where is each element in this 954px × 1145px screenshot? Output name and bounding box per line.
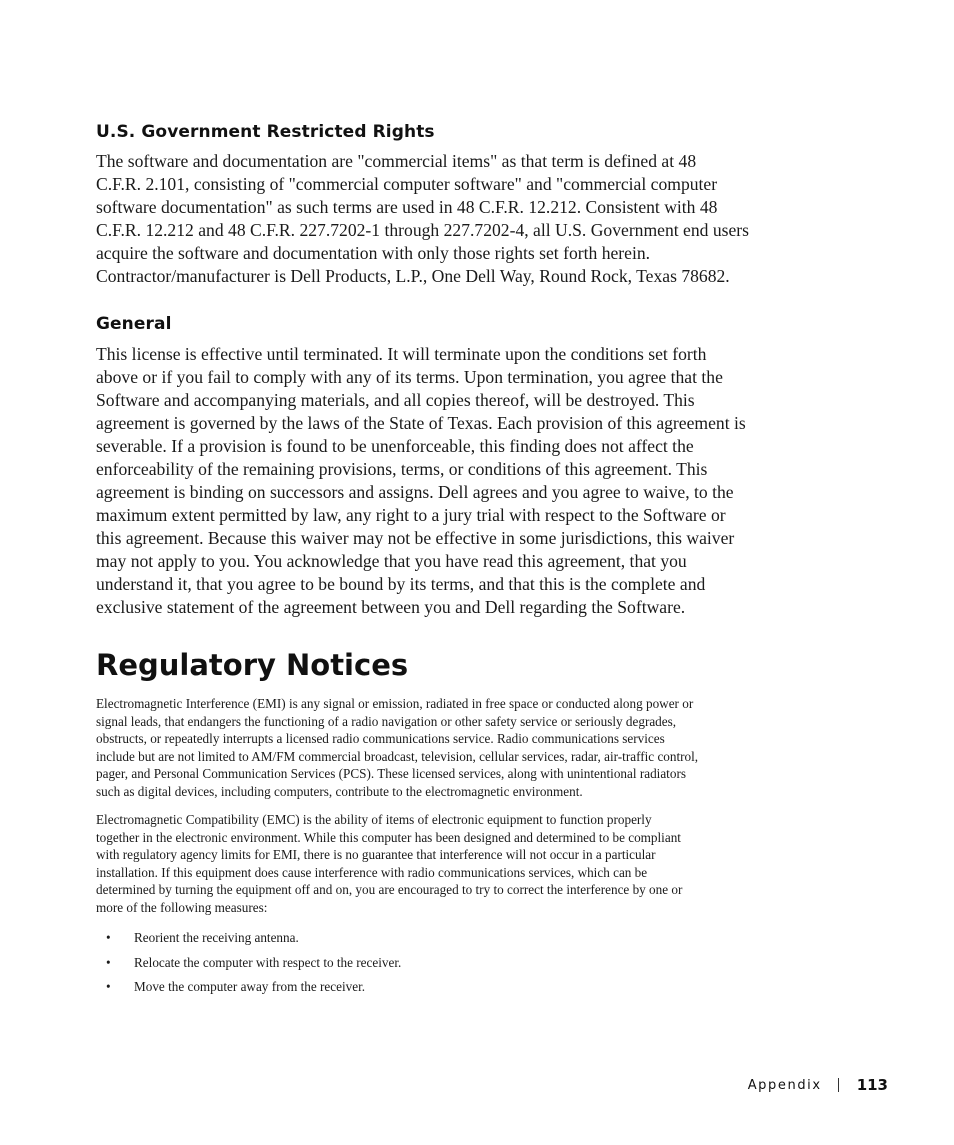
text-line: determined by turning the equipment off and on, you are encouraged to try to correct the interference by one or: [96, 882, 683, 898]
text-line: more of the following measures:: [96, 899, 268, 915]
text-line: such as digital devices, including computers, contribute to the electromagnetic environment.: [96, 783, 583, 799]
bullet-icon: •: [106, 930, 111, 945]
page-number: 113: [856, 1076, 888, 1094]
footer-divider: [838, 1078, 839, 1092]
text-line: Electromagnetic Interference (EMI) is any signal or emission, radiated in free space or conducted along power or: [96, 696, 694, 711]
text-line: C.F.R. 12.212 and 48 C.F.R. 227.7202-1 through 227.7202-4, all U.S. Government end users: [96, 220, 750, 240]
text-line: The software and documentation are "commercial items" as that term is defined at 48: [96, 151, 697, 171]
list-item-text: Reorient the receiving antenna.: [134, 930, 299, 945]
general-body: [96, 343, 776, 619]
text-line: understand it, that you agree to be bound by its terms, and that this is the complete and: [96, 574, 706, 594]
text-line: Electromagnetic Compatibility (EMC) is the ability of items of electronic equipment to function properly: [96, 812, 652, 827]
list-item: [96, 929, 776, 954]
text-line: agreement is binding on successors and assigns. Dell agrees and you agree to waive, to the: [96, 482, 734, 502]
text-line: This license is effective until terminated. It will terminate upon the conditions set forth: [96, 344, 707, 364]
bullet-icon: •: [106, 979, 111, 994]
section-heading-restricted-rights: U.S. Government Restricted Rights: [96, 122, 435, 142]
text-line: this agreement. Because this waiver may not be effective in some jurisdictions, this waiver: [96, 528, 735, 548]
text-line: with regulatory agency limits for EMI, there is no guarantee that interference will not occur in a particular: [96, 847, 656, 863]
text-line: maximum extent permitted by law, any right to a jury trial with respect to the Software or: [96, 505, 726, 525]
text-line: software documentation" as such terms are used in 48 C.F.R. 12.212. Consistent with 48: [96, 197, 718, 217]
text-line: agreement is governed by the laws of the State of Texas. Each provision of this agreement is: [96, 413, 746, 433]
list-item: [96, 978, 776, 1003]
text-line: together in the electronic environment. While this computer has been designed and determined to be compliant: [96, 829, 681, 845]
text-line: above or if you fail to comply with any of its terms. Upon termination, you agree that the: [96, 367, 723, 387]
bullet-icon: •: [106, 954, 111, 970]
section-heading-general: General: [96, 314, 172, 334]
text-line: severable. If a provision is found to be unenforceable, this finding does not affect the: [96, 436, 694, 456]
page-footer: [748, 1076, 888, 1094]
text-line: Software and accompanying materials, and all copies thereof, will be destroyed. This: [96, 390, 695, 410]
text-line: installation. If this equipment does cause interference with radio communications services, which can be: [96, 864, 648, 880]
text-line: C.F.R. 2.101, consisting of "commercial computer software" and "commercial computer: [96, 174, 718, 194]
text-line: pager, and Personal Communication Services (PCS). These licensed services, along with unintentional radiators: [96, 766, 686, 782]
emc-paragraph: [96, 811, 776, 917]
text-line: include but are not limited to AM/FM commercial broadcast, television, cellular services, radar, air-traffic control,: [96, 748, 699, 764]
text-line: enforceability of the remaining provisions, terms, or conditions of this agreement. This: [96, 459, 708, 479]
text-line: may not apply to you. You acknowledge that you have read this agreement, that you: [96, 551, 687, 571]
text-line: acquire the software and documentation with only those rights set forth herein.: [96, 243, 651, 263]
footer-section-label: Appendix: [747, 1077, 822, 1093]
measures-list: [96, 929, 776, 1003]
text-line: signal leads, that endangers the functioning of a radio navigation or other safety service or seriously degrades,: [96, 713, 677, 729]
text-line: Contractor/manufacturer is Dell Products, L.P., One Dell Way, Round Rock, Texas 78682.: [96, 266, 730, 286]
list-item-text: Move the computer away from the receiver.: [134, 979, 366, 994]
emi-paragraph: [96, 695, 776, 801]
text-line: exclusive statement of the agreement between you and Dell regarding the Software.: [96, 597, 686, 617]
list-item: [96, 954, 776, 979]
regulatory-notices-title: Regulatory Notices: [96, 648, 409, 682]
restricted-rights-body: [96, 150, 776, 288]
list-item-text: Relocate the computer with respect to the receiver.: [134, 954, 402, 970]
text-line: obstructs, or repeatedly interrupts a licensed radio communications service. Radio communications services: [96, 731, 665, 747]
